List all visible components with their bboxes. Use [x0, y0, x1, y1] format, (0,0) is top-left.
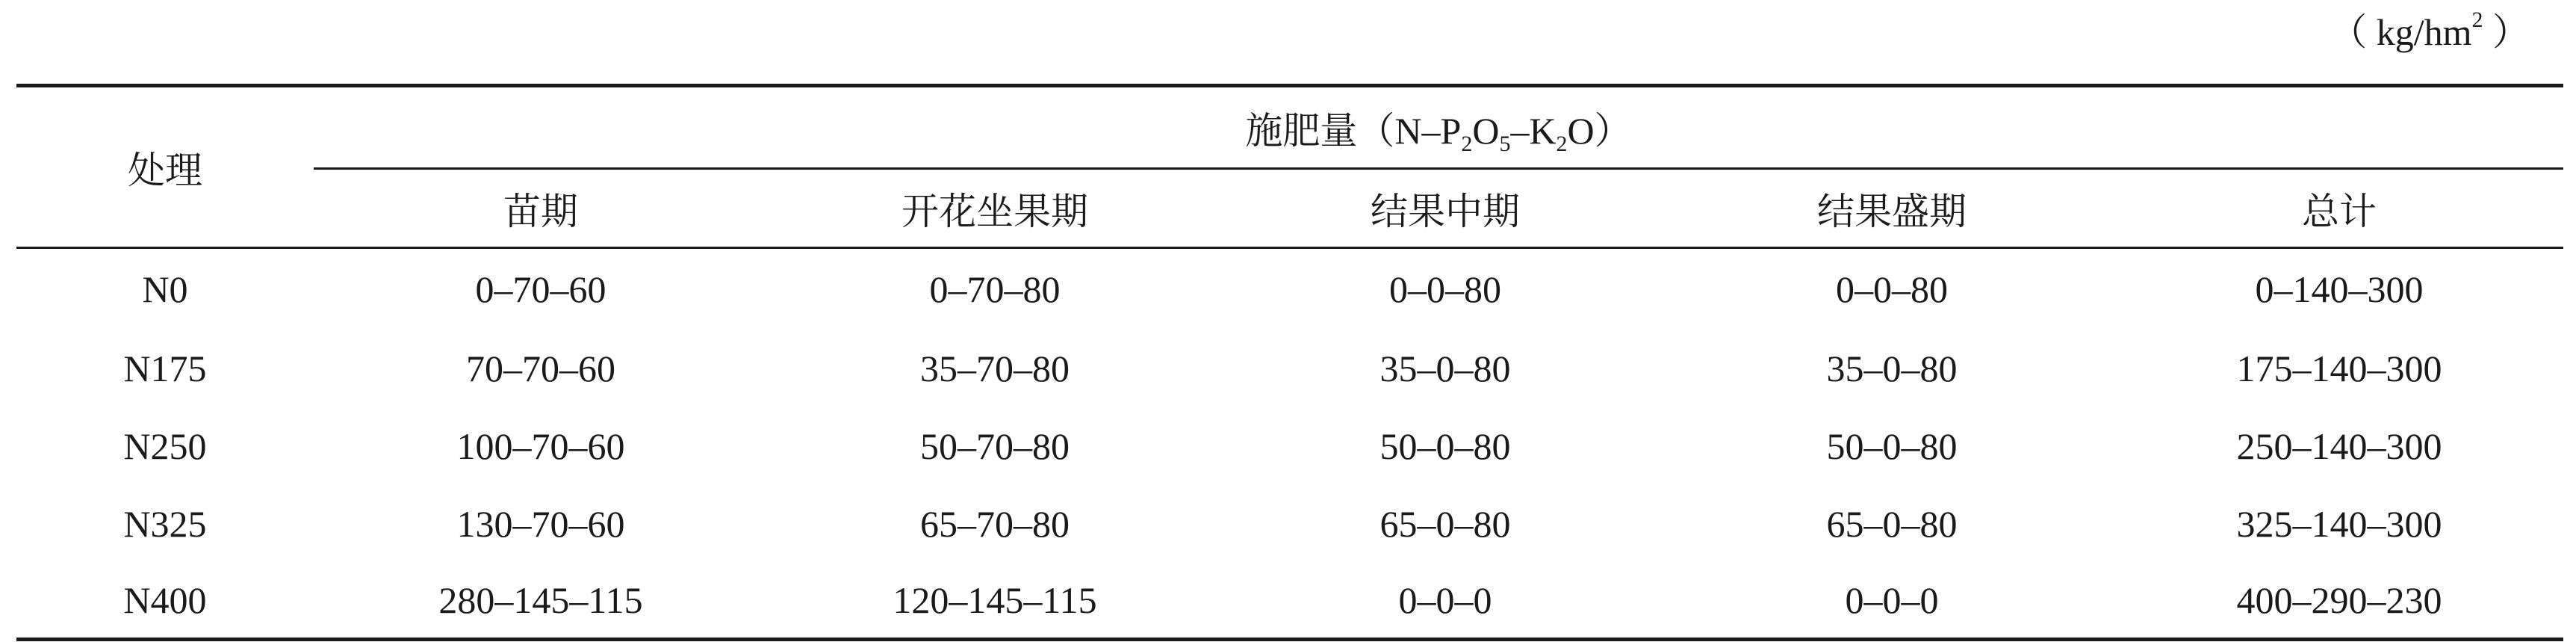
- value-cell: 50–70–80: [920, 425, 1070, 467]
- value-cell: 100–70–60: [456, 425, 625, 467]
- table-row: [16, 248, 2563, 330]
- value-cell: 50–0–80: [1826, 425, 1958, 467]
- column-header-mid-fruiting: 结果中期: [1222, 169, 1669, 248]
- value-cell: 65–70–80: [920, 503, 1070, 545]
- fert-sub-3: 2: [1556, 131, 1568, 156]
- fertilizer-table: [16, 84, 2563, 641]
- header-row-1: [16, 86, 2563, 169]
- treatment-cell: N175: [123, 348, 207, 389]
- value-cell: 0–0–80: [1836, 268, 1948, 310]
- header-treatment: 处理: [16, 86, 314, 248]
- column-header-seedling: 苗期: [314, 169, 768, 248]
- value-cell: 325–140–300: [2236, 503, 2442, 545]
- column-header-peak-fruiting: 结果盛期: [1669, 169, 2115, 248]
- value-cell: 0–0–80: [1389, 268, 1501, 310]
- value-cell: 65–0–80: [1826, 503, 1958, 545]
- value-cell: 0–0–0: [1669, 563, 2115, 640]
- value-cell: 400–290–230: [2115, 563, 2563, 640]
- header-row-2: [16, 169, 2563, 248]
- column-header-total: 总计: [2115, 169, 2563, 248]
- value-cell: 130–70–60: [456, 503, 625, 545]
- fert-mid-1: O: [1472, 109, 1500, 152]
- header-fertilizer-amount: [314, 86, 2563, 169]
- table-row: [16, 563, 2563, 640]
- fert-suffix: O）: [1567, 109, 1632, 152]
- table-row: [16, 485, 2563, 563]
- value-cell: 120–145–115: [768, 563, 1222, 640]
- value-cell: 0–70–80: [929, 268, 1061, 310]
- value-cell: 50–0–80: [1379, 425, 1511, 467]
- value-cell: 0–140–300: [2255, 268, 2424, 310]
- column-header-flowering-fruit-set: 开花坐果期: [768, 169, 1222, 248]
- value-cell: 175–140–300: [2236, 348, 2442, 389]
- fert-prefix: 施肥量（N–P: [1245, 109, 1462, 152]
- value-cell: 35–0–80: [1826, 348, 1958, 389]
- fert-sub-2: 5: [1499, 131, 1511, 156]
- treatment-cell: N325: [123, 503, 207, 545]
- fert-mid-2: –K: [1510, 109, 1557, 152]
- treatment-cell: N250: [123, 425, 207, 467]
- value-cell: 0–70–60: [475, 268, 606, 310]
- fert-sub-1: 2: [1461, 131, 1473, 156]
- value-cell: 70–70–60: [466, 348, 615, 389]
- value-cell: 250–140–300: [2236, 425, 2442, 467]
- treatment-cell: N0: [142, 268, 188, 310]
- unit-open: （ kg/hm: [2330, 11, 2472, 53]
- value-cell: 280–145–115: [314, 563, 768, 640]
- unit-label: [2330, 7, 2530, 53]
- value-cell: 65–0–80: [1379, 503, 1511, 545]
- unit-superscript: 2: [2471, 7, 2483, 32]
- table-row: [16, 330, 2563, 407]
- table-row: [16, 407, 2563, 485]
- value-cell: 35–70–80: [920, 348, 1070, 389]
- unit-close: ）: [2483, 11, 2530, 53]
- treatment-cell: N400: [16, 563, 314, 640]
- value-cell: 35–0–80: [1379, 348, 1511, 389]
- value-cell: 0–0–0: [1222, 563, 1669, 640]
